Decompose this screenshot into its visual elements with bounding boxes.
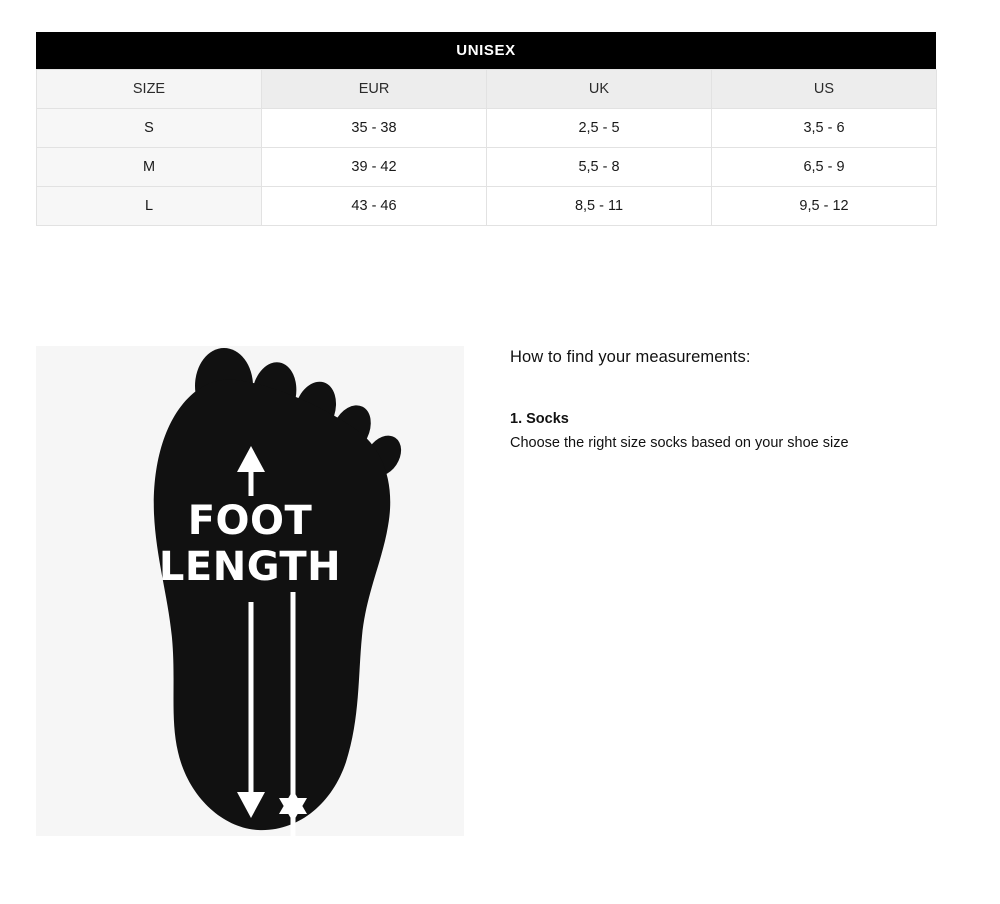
cell-us: 3,5 - 6 <box>712 109 937 148</box>
cell-eur: 35 - 38 <box>262 109 487 148</box>
foot-length-label-line1: FOOT <box>187 498 313 544</box>
size-table <box>36 69 937 226</box>
instructions-heading: How to find your measurements: <box>510 348 751 366</box>
measurement-section <box>36 346 936 836</box>
column-header-uk: UK <box>487 70 712 109</box>
step-text-socks: Choose the right size socks based on your shoe size <box>510 435 849 451</box>
cell-size: S <box>37 109 262 148</box>
table-header-row <box>37 70 937 109</box>
table-banner-unisex: UNISEX <box>36 32 936 69</box>
table-row <box>37 148 937 187</box>
cell-size: M <box>37 148 262 187</box>
cell-us: 6,5 - 9 <box>712 148 937 187</box>
column-header-eur: EUR <box>262 70 487 109</box>
cell-eur: 39 - 42 <box>262 148 487 187</box>
cell-us: 9,5 - 12 <box>712 187 937 226</box>
cell-uk: 5,5 - 8 <box>487 148 712 187</box>
table-row <box>37 109 937 148</box>
column-header-us: US <box>712 70 937 109</box>
cell-uk: 8,5 - 11 <box>487 187 712 226</box>
cell-uk: 2,5 - 5 <box>487 109 712 148</box>
cell-eur: 43 - 46 <box>262 187 487 226</box>
instruction-step <box>510 411 930 453</box>
step-title-socks: 1. Socks <box>510 411 569 427</box>
foot-length-arrow-overlay <box>36 346 464 836</box>
foot-length-diagram <box>36 346 464 836</box>
column-header-size: SIZE <box>37 70 262 109</box>
table-row <box>37 187 937 226</box>
instructions-panel <box>510 346 930 453</box>
cell-size: L <box>37 187 262 226</box>
foot-length-label-line2: LENGTH <box>158 544 342 590</box>
size-guide-page <box>36 32 936 226</box>
